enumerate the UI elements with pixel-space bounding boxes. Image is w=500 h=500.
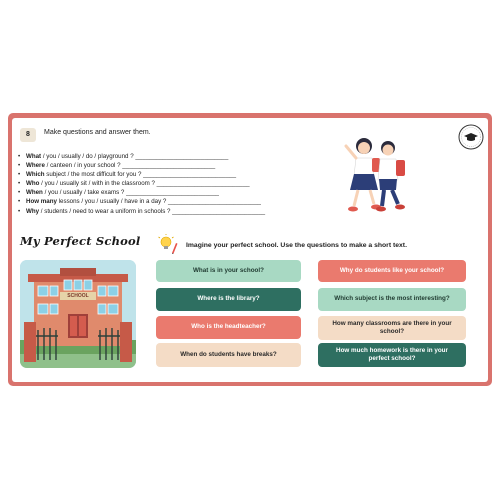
exercise-instruction: Make questions and answer them. bbox=[44, 129, 151, 136]
card-how-many-classrooms: How many classrooms are there in your school? bbox=[318, 316, 466, 340]
question-keyword: How many bbox=[26, 198, 57, 206]
card-what-is-in-school: What is in your school? bbox=[156, 260, 301, 282]
question-item: • What / you / usually / do / playground ? ___________________________ bbox=[18, 153, 229, 160]
question-prompt: / students / need to wear a uniform in schools ? ___________________________ bbox=[39, 207, 266, 215]
card-why-like-school: Why do students like your school? bbox=[318, 260, 466, 282]
question-keyword: What bbox=[26, 153, 42, 160]
question-list bbox=[18, 152, 265, 216]
question-keyword: When bbox=[26, 189, 43, 197]
question-prompt: lessons / you / usually / have in a day ? ___________________________ bbox=[56, 198, 261, 206]
writing-prompt: Imagine your perfect school. Use the questions to make a short text. bbox=[186, 242, 407, 249]
card-how-much-homework: How much homework is there in your perfect school? bbox=[318, 343, 466, 367]
question-item: • When / you / usually / take exams ? ___________________________ bbox=[18, 189, 219, 197]
question-prompt: subject / the most difficult for you ? ___________________________ bbox=[44, 171, 237, 179]
exercise-number-badge: 8 bbox=[20, 128, 36, 142]
question-keyword: Where bbox=[26, 162, 45, 170]
students-running-illustration bbox=[326, 124, 422, 220]
school-sign-label: SCHOOL bbox=[67, 293, 89, 299]
question-keyword: Who bbox=[26, 180, 40, 188]
card-where-library: Where is the library? bbox=[156, 288, 301, 311]
graduation-cap-logo-icon bbox=[458, 124, 484, 150]
lightbulb-pencil-icon bbox=[158, 234, 178, 254]
question-item: • Which subject / the most difficult for you ? ___________________________ bbox=[18, 171, 237, 179]
question-prompt: / you / usually / take exams ? ___________________________ bbox=[42, 189, 219, 197]
card-which-subject: Which subject is the most interesting? bbox=[318, 288, 466, 311]
question-item: • How many lessons / you / usually / have in a day ? ___________________________ bbox=[18, 198, 261, 206]
question-prompt: / you / usually sit / with in the classroom ? ___________________________ bbox=[39, 180, 250, 188]
card-when-breaks: When do students have breaks? bbox=[156, 343, 301, 367]
card-who-headteacher: Who is the headteacher? bbox=[156, 316, 301, 339]
question-item: • Who / you / usually sit / with in the classroom ? ___________________________ bbox=[18, 180, 250, 188]
section-title: My Perfect School bbox=[20, 234, 141, 248]
question-prompt: / canteen / in your school ? ___________________________ bbox=[44, 162, 216, 170]
school-building-illustration bbox=[20, 260, 136, 368]
question-keyword: Why bbox=[26, 207, 40, 215]
question-prompt: / you / usually / do / playground ? ___________________________ bbox=[41, 153, 229, 160]
question-item: • Where / canteen / in your school ? ___________________________ bbox=[18, 162, 216, 170]
question-item: • Why / students / need to wear a uniform in schools ? ___________________________ bbox=[18, 207, 266, 215]
question-keyword: Which bbox=[26, 171, 45, 179]
